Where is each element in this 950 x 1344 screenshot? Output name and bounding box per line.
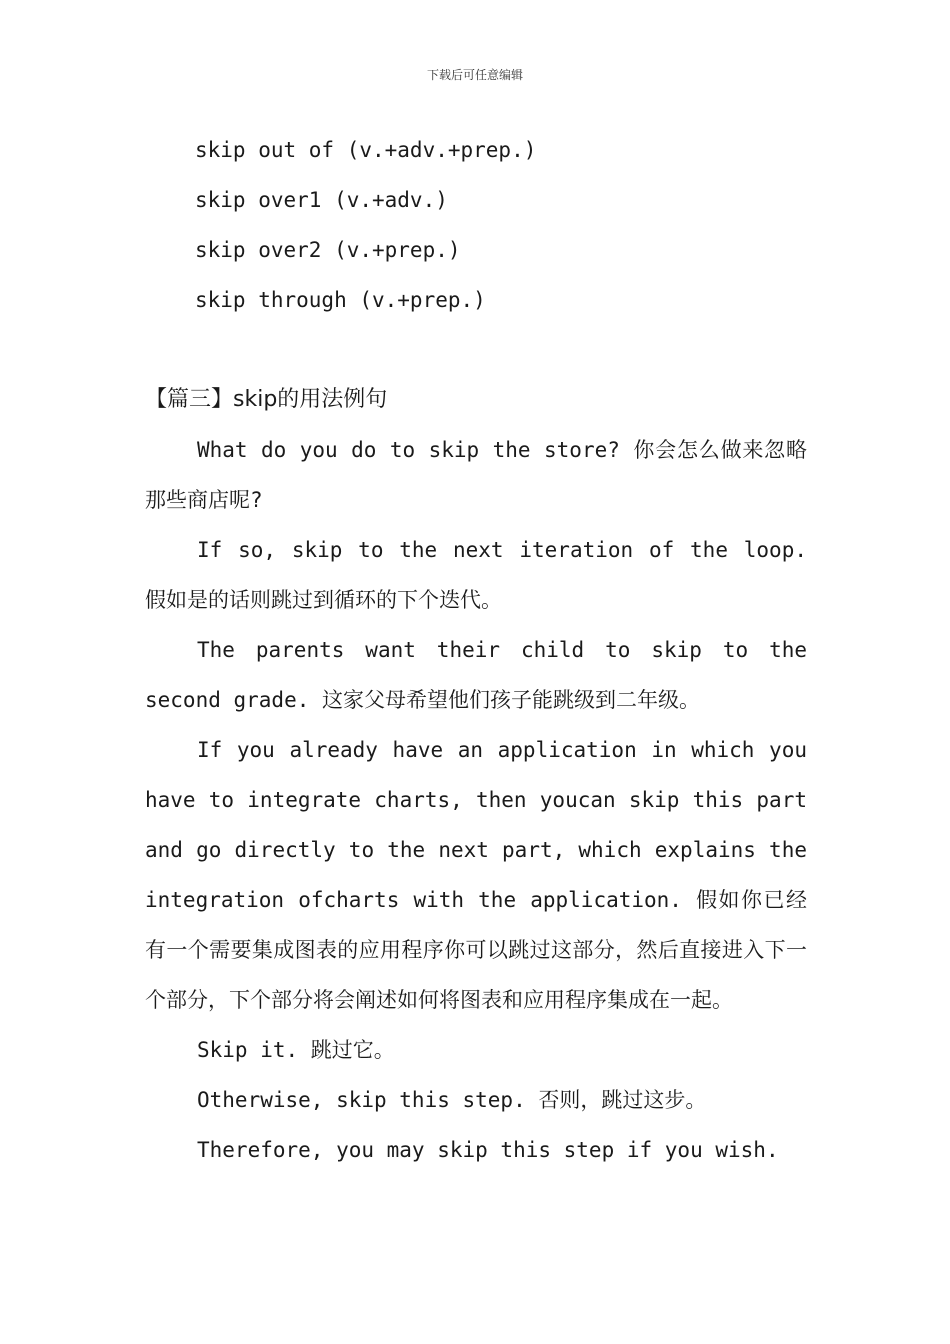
example-sentence: If so, skip to the next iteration of the loop. 假如是的话则跳过到循环的下个迭代。 [145, 538, 807, 612]
phrasal-item: skip out of (v.+adv.+prep.) [195, 138, 537, 162]
section-title: 【篇三】skip的用法例句 [145, 387, 388, 412]
phrasal-item: skip over1 (v.+adv.) [195, 188, 448, 212]
phrasal-item: skip over2 (v.+prep.) [195, 238, 461, 262]
spacer [145, 325, 807, 375]
example-sentence: Otherwise, skip this step. 否则，跳过这步。 [197, 1088, 707, 1112]
phrasal-verb-list [145, 125, 807, 325]
phrasal-item: skip through (v.+prep.) [195, 288, 486, 312]
document-body [145, 125, 807, 1175]
example-sentence: Therefore, you may skip this step if you wish. [197, 1138, 779, 1162]
example-sentence: The parents want their child to skip to the second grade. 这家父母希望他们孩子能跳级到二年级。 [145, 638, 807, 712]
example-sentence: Skip it. 跳过它。 [197, 1038, 395, 1062]
example-sentence: What do you do to skip the store? 你会怎么做来忽略那些商店呢? [145, 438, 807, 512]
example-sentence: If you already have an application in which you have to integrate charts, then youcan skip this part and go directly to the next part, which explains the integration ofcharts with the application. 假如你已经有一个需要集成图表的应用程序你可以跳过这部分，然后直接进入下一个部分，下个部分将会阐述如何将图表和应用程序集成在一起。 [145, 738, 807, 1012]
page-header: 下载后可任意编辑 [426, 68, 523, 82]
